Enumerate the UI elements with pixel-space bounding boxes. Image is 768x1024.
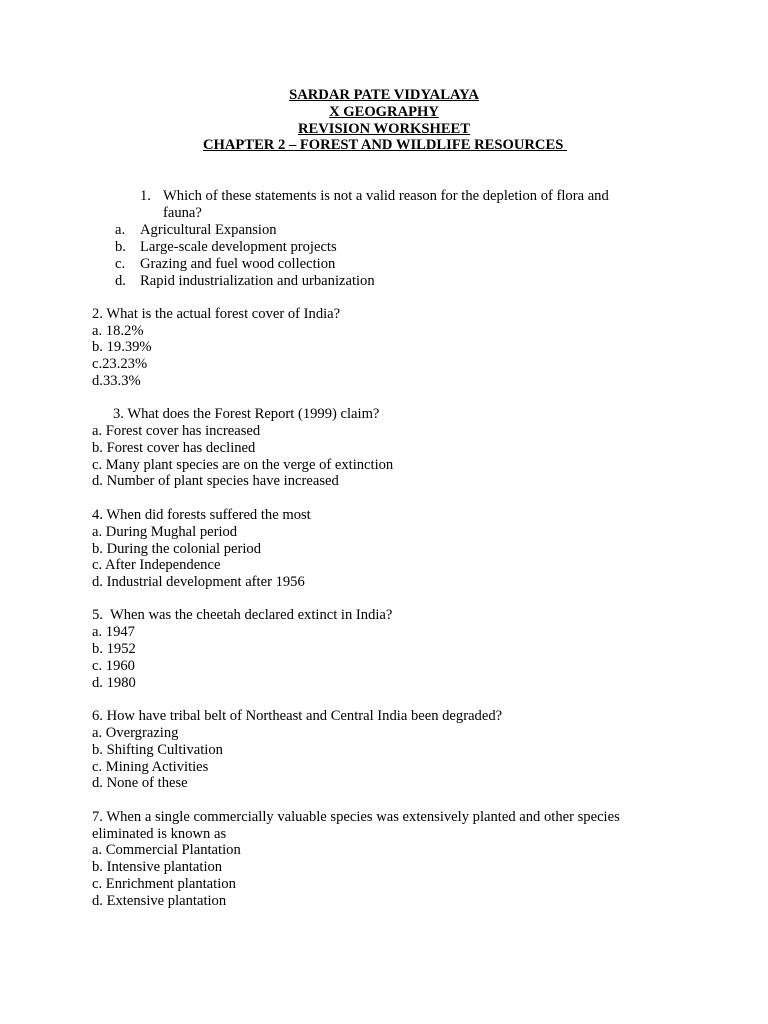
school-name: SARDAR PATE VIDYALAYA	[289, 87, 479, 103]
worksheet-title: REVISION WORKSHEET	[297, 120, 471, 137]
worksheet-header	[0, 87, 768, 154]
q3-option-d: d. Number of plant species have increased	[92, 473, 339, 489]
q5-option-d: d. 1980	[92, 675, 136, 691]
q4-option-a: a. During Mughal period	[92, 524, 238, 540]
chapter-title: CHAPTER 2 – FOREST AND WILDLIFE RESOURCES	[203, 137, 567, 154]
q7-question-line2: eliminated is known as	[92, 826, 227, 842]
class-subject: X GEOGRAPHY	[329, 103, 439, 120]
q5-option-a: a. 1947	[92, 624, 135, 640]
q4-option-d: d. Industrial development after 1956	[92, 574, 305, 590]
q1-question-line2: fauna?	[163, 205, 202, 221]
q6-option-a: a. Overgrazing	[92, 725, 179, 741]
q7-question-line1: 7. When a single commercially valuable species was extensively planted and other species	[92, 809, 620, 825]
q5-option-b: b. 1952	[92, 641, 136, 657]
q6-question: 6. How have tribal belt of Northeast and Central India been degraded?	[92, 708, 503, 724]
q4-option-b: b. During the colonial period	[92, 541, 262, 557]
q1-option-d-text: Rapid industrialization and urbanization	[140, 273, 375, 289]
q1-option-a-text: Agricultural Expansion	[140, 222, 277, 238]
q5-question: 5. When was the cheetah declared extinct in India?	[92, 607, 393, 623]
q3-option-b: b. Forest cover has declined	[92, 440, 256, 456]
q5-option-c: c. 1960	[92, 658, 135, 674]
q1-number: 1.	[140, 188, 151, 204]
q7-option-d: d. Extensive plantation	[92, 893, 227, 909]
q2-option-c: c.23.23%	[92, 356, 148, 372]
q3-option-a: a. Forest cover has increased	[92, 423, 261, 439]
q6-option-d: d. None of these	[92, 775, 188, 791]
q2-question: 2. What is the actual forest cover of India?	[92, 306, 341, 322]
q2-option-d: d.33.3%	[92, 373, 141, 389]
q1-option-b-letter: b.	[115, 239, 126, 255]
q1-option-c-letter: c.	[115, 256, 126, 272]
q2-option-a: a. 18.2%	[92, 323, 144, 339]
q1-option-d-letter: d.	[115, 273, 126, 289]
q1-option-a-letter: a.	[115, 222, 126, 238]
q1-option-c-text: Grazing and fuel wood collection	[140, 256, 336, 272]
q7-option-c: c. Enrichment plantation	[92, 876, 236, 892]
q1-question-line1: Which of these statements is not a valid reason for the depletion of flora and	[163, 188, 609, 204]
q2-option-b: b. 19.39%	[92, 339, 152, 355]
q1-option-b-text: Large-scale development projects	[140, 239, 337, 255]
q6-option-b: b. Shifting Cultivation	[92, 742, 223, 758]
q3-question: 3. What does the Forest Report (1999) claim?	[113, 406, 380, 422]
q7-option-a: a. Commercial Plantation	[92, 842, 241, 858]
q6-option-c: c. Mining Activities	[92, 759, 209, 775]
q3-option-c: c. Many plant species are on the verge of extinction	[92, 457, 394, 473]
q4-option-c: c. After Independence	[92, 557, 221, 573]
q7-option-b: b. Intensive plantation	[92, 859, 223, 875]
q4-question: 4. When did forests suffered the most	[92, 507, 311, 523]
